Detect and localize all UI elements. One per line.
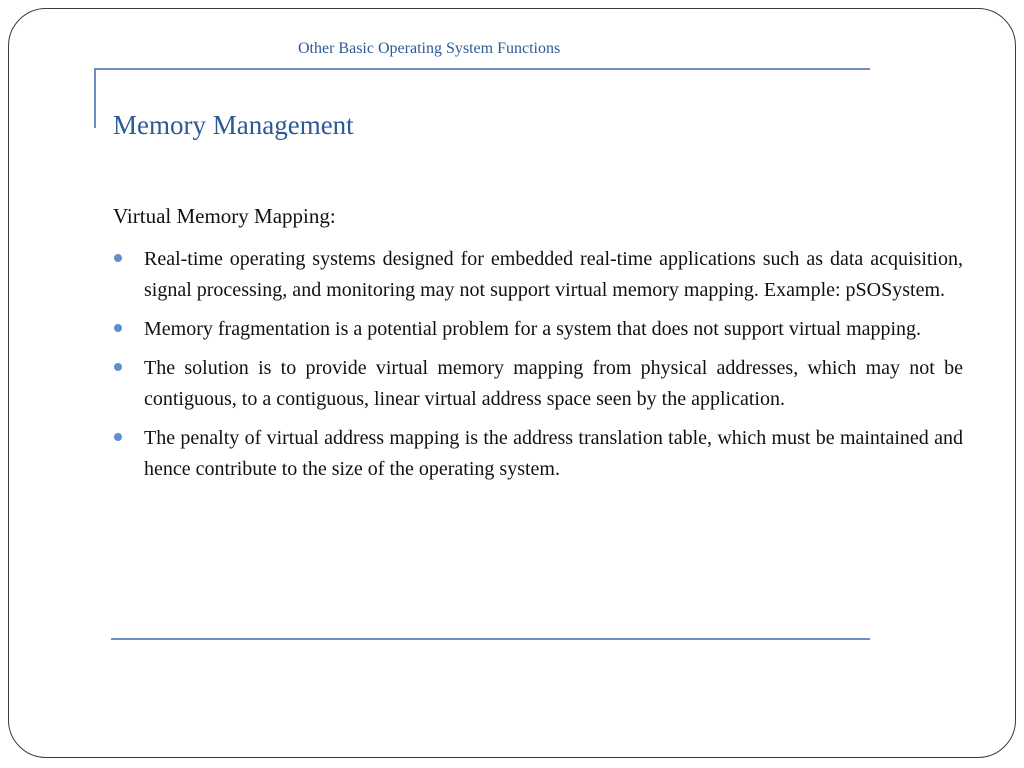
section-header: Other Basic Operating System Functions — [298, 40, 561, 57]
subheading: Virtual Memory Mapping: — [113, 204, 336, 228]
bullet-icon — [114, 433, 122, 441]
bullet-text: Real-time operating systems designed for embedded real-time applications such as data acquisition, signal processing, and monitoring may not support virtual memory mapping. Example: pSOSystem. — [144, 248, 963, 301]
bullet-item — [113, 423, 963, 485]
bullet-icon — [114, 363, 122, 371]
bullet-icon — [114, 254, 122, 262]
bullet-item — [113, 353, 963, 415]
bullet-text: The penalty of virtual address mapping is the address translation table, which must be maintained and hence contribute to the size of the operating system. — [144, 427, 963, 480]
header-divider — [94, 68, 870, 70]
bullet-text: Memory fragmentation is a potential problem for a system that does not support virtual mapping. — [144, 318, 922, 340]
bullet-text: The solution is to provide virtual memory mapping from physical addresses, which may not be contiguous, to a contiguous, linear virtual address space seen by the application. — [144, 357, 963, 410]
footer-divider — [111, 638, 870, 640]
bullet-item — [113, 314, 963, 345]
bullet-item — [113, 244, 963, 306]
header-divider-vertical — [94, 68, 96, 128]
bullet-icon — [114, 324, 122, 332]
bullet-list — [113, 244, 963, 493]
slide-title: Memory Management — [113, 110, 354, 140]
